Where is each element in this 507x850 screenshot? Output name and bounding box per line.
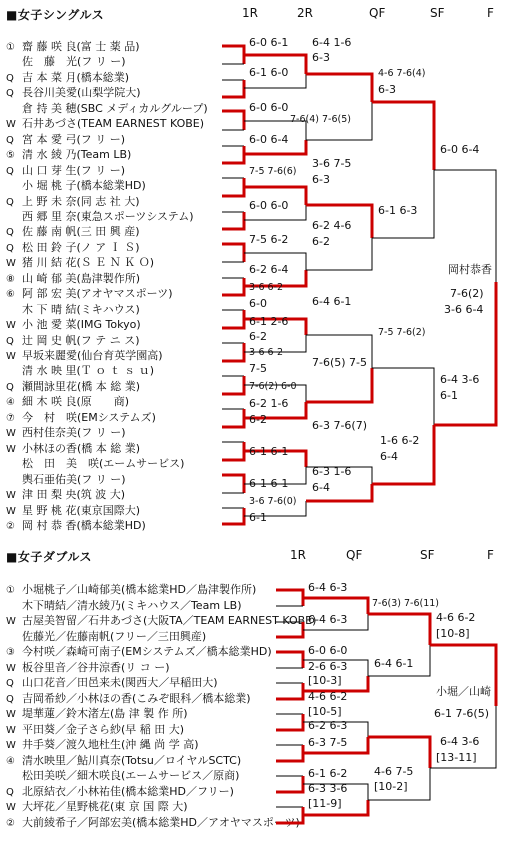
doubles-qf-score: [10-2] <box>374 780 408 793</box>
player-name: 山 崎 郁 美(島津製作所) <box>22 271 141 285</box>
singles-r1-score: 3-6 7-6(0) <box>249 496 297 507</box>
doubles-champion: 小堀／山崎 <box>436 685 491 698</box>
singles-title: ■女子シングルス <box>6 8 105 22</box>
pair-names: 板谷里音／谷井涼香(リ コ ー) <box>22 660 170 674</box>
player-name: 猪 川 結 花(Ｓ Ｅ Ｎ Ｋ Ｏ) <box>22 256 155 270</box>
singles-r1-score: 6-1 6-0 <box>249 66 289 79</box>
seed-mark: ⑤ <box>6 150 15 162</box>
singles-r1-score: 7-5 <box>249 362 267 375</box>
seed-mark: W <box>6 443 16 455</box>
singles-r2-score: 6-3 <box>312 51 330 64</box>
seed-mark: Q <box>6 786 14 798</box>
player-name: 細 木 咲 良(原 商) <box>22 395 130 409</box>
singles-qf-score: 6-1 6-3 <box>378 204 418 217</box>
seed-mark: Q <box>6 196 14 208</box>
player-name: 阿 部 宏 美(アオヤマスポーツ) <box>22 287 173 301</box>
doubles-qf-score: 6-1 7-6(5) <box>434 707 490 720</box>
doubles-qf-score: 6-4 6-1 <box>374 657 414 670</box>
player-name: 佐 藤 光(フ リ ー) <box>22 55 126 69</box>
singles-r1-lines <box>222 46 244 524</box>
singles-r1-score: 7-5 7-6(6) <box>249 166 297 177</box>
singles-final-score: 3-6 6-4 <box>444 303 484 316</box>
seed-mark: Q <box>6 678 14 689</box>
pair-names: 古屋美智留／石井あづさ(大阪TA／TEAM EARNEST KOBE) <box>22 614 317 627</box>
singles-r1-score: 6-0 6-0 <box>249 199 289 212</box>
singles-r1-score: 6-1 2-6 <box>249 315 289 328</box>
seed-mark: Q <box>6 693 14 705</box>
player-name: 山 口 芽 生(フ リ ー) <box>22 163 126 177</box>
player-name: 吉 本 菜 月(橋本総業) <box>22 70 130 84</box>
seed-mark: Q <box>6 381 14 393</box>
seed-mark: ⑧ <box>6 273 15 285</box>
doubles-qf-score: 7-6(3) 7-6(11) <box>372 598 440 609</box>
doubles-title: ■女子ダブルス <box>6 550 92 564</box>
player-name: 齋 藤 咲 良(富 士 薬 品) <box>22 40 140 53</box>
player-name: 小 池 愛 菜(IMG Tokyo) <box>22 318 141 332</box>
pair-names: 堤華蓮／鈴木渚左(島 津 製 作 所) <box>22 707 188 720</box>
doubles-r1-score: 4-6 6-2 <box>308 690 348 703</box>
singles-r1-score: 6-2 <box>249 413 267 426</box>
player-name: 今 村 咲(EMシステムズ) <box>22 410 156 424</box>
player-name: 早坂来麗愛(仙台育英学園高) <box>22 349 163 362</box>
doubles-r1-score: 6-3 7-5 <box>308 736 348 749</box>
singles-r2-score: 6-3 <box>312 173 330 186</box>
seed-mark: Q <box>6 335 14 347</box>
seed-mark: W <box>6 505 16 517</box>
pair-names: 平田葵／金子さら紗(早 稲 田 大) <box>22 722 185 736</box>
player-name: 木 下 晴 結(ミキハウス) <box>22 302 140 316</box>
player-name: 小林ほの香(橋 本 総 業) <box>22 441 141 455</box>
seed-mark: Q <box>6 72 14 84</box>
seed-mark: W <box>6 119 16 131</box>
player-name: 西 郷 里 奈(東急スポーツシステム) <box>22 209 194 223</box>
player-name: 石井あづさ(TEAM EARNEST KOBE) <box>22 117 205 131</box>
singles-r2-score: 7-6(5) 7-5 <box>312 356 368 369</box>
player-name: 西村佳奈美(フ リ ー) <box>22 426 126 440</box>
seed-mark: W <box>6 709 16 720</box>
seed-mark: W <box>6 258 16 270</box>
player-name: 清 水 映 里(Ｔ ｏ ｔ ｓ ｕ) <box>22 364 155 378</box>
player-name: 松 田 鈴 子(ノ ア Ｉ Ｓ) <box>22 240 140 254</box>
singles-sf-lines <box>372 102 434 484</box>
seed-mark: ⑥ <box>6 289 15 301</box>
seed-mark: Q <box>6 227 14 239</box>
seed-mark: W <box>6 616 16 627</box>
doubles-r1-score: 2-6 6-3 <box>308 660 348 673</box>
singles-qf-score: 7-5 7-6(2) <box>378 327 426 338</box>
seed-mark: W <box>6 428 16 440</box>
singles-round-f: F <box>487 6 494 20</box>
seed-mark: Q <box>6 165 14 177</box>
doubles-round-1r: 1R <box>290 548 306 562</box>
seed-mark: Q <box>6 242 14 254</box>
singles-r2-score: 6-2 4-6 <box>312 219 352 232</box>
seed-mark: Q <box>6 134 14 146</box>
doubles-round-qf: QF <box>346 548 363 562</box>
doubles-sf-score: [10-8] <box>436 627 470 640</box>
pair-names: 小堀桃子／山崎郁美(橋本総業HD／島津製作所) <box>22 583 257 596</box>
seed-mark: ② <box>6 817 15 829</box>
seed-mark: W <box>6 740 16 751</box>
singles-r2-score: 6-4 <box>312 481 330 494</box>
doubles-round-sf: SF <box>420 548 435 562</box>
pair-names: 清水映里／鮎川真奈(Totsu／ロイヤルSCTC) <box>22 753 242 767</box>
player-name: 星 野 桃 花(東京国際大) <box>22 503 141 517</box>
doubles-r1-score: 6-0 6-0 <box>308 644 348 657</box>
singles-qf-score: 1-6 6-2 <box>380 434 420 447</box>
player-name: 清 水 綾 乃(Team LB) <box>22 148 132 162</box>
doubles-r1-score: [10-3] <box>308 674 342 687</box>
doubles-r1-score: 6-1 6-2 <box>308 767 348 780</box>
singles-r1-score: 7-6(2) 6-0 <box>249 381 297 392</box>
singles-qf-score: 6-3 <box>378 83 396 96</box>
doubles-r1-score: [10-5] <box>308 705 342 718</box>
doubles-sf-score: 6-4 3-6 <box>440 735 480 748</box>
singles-r1-score: 6-1 6-1 <box>249 445 289 458</box>
singles-r1-score: 6-2 6-4 <box>249 263 289 276</box>
singles-r2-score: 6-3 1-6 <box>312 465 352 478</box>
singles-r1-score: 6-0 6-0 <box>249 101 289 114</box>
player-name: 佐 藤 南 帆(三 田 興 産) <box>22 225 140 239</box>
pair-names: 松田美咲／細木咲良(エームサービス／原商) <box>22 769 240 782</box>
singles-r2-score: 6-3 7-6(7) <box>312 419 368 432</box>
pair-names: 井手葵／渡久地杜生(沖 縄 尚 学 高) <box>22 738 199 751</box>
singles-qf-score: 6-4 <box>380 450 398 463</box>
singles-round-sf: SF <box>430 6 445 20</box>
pair-names: 木下晴結／清水綾乃(ミキハウス／Team LB) <box>22 598 242 612</box>
pair-names: 北原結衣／小林祐佳(橋本総業HD／フリー) <box>22 784 234 798</box>
singles-sf-score: 6-0 6-4 <box>440 143 480 156</box>
seed-mark: ③ <box>6 647 15 658</box>
singles-round-1r: 1R <box>242 6 258 20</box>
seed-mark: W <box>6 320 16 332</box>
seed-mark: W <box>6 724 16 736</box>
player-name: 松 田 美 咲(エームサービス) <box>22 457 185 471</box>
player-name: 小 堀 桃 子(橋本総業HD) <box>22 179 146 193</box>
pair-names: 大坪花／星野桃花(東 京 国 際 大) <box>22 800 188 813</box>
singles-r2-score: 6-2 <box>312 235 330 248</box>
seed-mark: Q <box>6 88 14 100</box>
seed-mark: W <box>6 490 16 502</box>
singles-r1-score: 6-0 <box>249 297 267 310</box>
seed-mark: ① <box>6 585 15 596</box>
singles-r1-score: 6-2 <box>249 330 267 343</box>
singles-sf-score: 6-1 <box>440 389 458 402</box>
player-name: 津 田 梨 央(筑 波 大) <box>22 488 126 502</box>
player-name: 長谷川美愛(山梨学院大) <box>22 86 141 100</box>
singles-r1-score: 3-6 6-2 <box>249 347 284 358</box>
seed-mark: W <box>6 802 16 813</box>
pair-names: 吉岡希紗／小林ほの香(こみぞ眼科／橋本総業) <box>22 691 251 705</box>
doubles-r1-score: [11-9] <box>308 797 342 810</box>
singles-final-score: 7-6(2) <box>450 287 484 300</box>
seed-mark: W <box>6 351 16 362</box>
player-name: 輿石亜佑美(フ リ ー) <box>22 472 126 486</box>
pair-names: 今村咲／森崎可南子(EMシステムズ／橋本総業HD) <box>22 645 272 658</box>
seed-mark: ④ <box>6 755 15 767</box>
player-name: 宮 本 愛 弓(フ リ ー) <box>22 132 126 146</box>
pair-names: 山口花音／田邑来未(関西大／早稲田大) <box>22 676 218 689</box>
doubles-r1-score: 6-4 6-3 <box>308 613 348 626</box>
singles-r1-score: 6-0 6-1 <box>249 36 289 49</box>
doubles-r1-score: 6-3 3-6 <box>308 782 348 795</box>
doubles-sf-score: [13-11] <box>436 751 477 764</box>
singles-r2-score: 3-6 7-5 <box>312 157 352 170</box>
seed-mark: ② <box>6 520 15 532</box>
pair-names: 佐藤光／佐藤南帆(フリー／三田興産) <box>22 629 207 643</box>
singles-r1-score: 3-6 6-2 <box>249 282 284 293</box>
singles-r2-score: 6-4 6-1 <box>312 295 352 308</box>
singles-r2-score: 6-4 1-6 <box>312 36 352 49</box>
seed-mark: ④ <box>6 397 15 409</box>
seed-mark: W <box>6 662 16 674</box>
singles-r1-score: 6-2 1-6 <box>249 397 289 410</box>
pair-names: 大前綾希子／阿部宏美(橋本総業HD／アオヤマスポーツ) <box>22 815 300 829</box>
singles-r1-score: 7-5 6-2 <box>249 233 289 246</box>
doubles-round-f: F <box>487 548 494 562</box>
singles-r1-score: 6-0 6-4 <box>249 133 289 146</box>
player-name: 上 野 未 奈(同 志 社 大) <box>22 194 140 208</box>
seed-mark: ⑦ <box>6 412 15 424</box>
doubles-r1-score: 6-2 6-3 <box>308 719 348 732</box>
doubles-sf-score: 4-6 6-2 <box>436 611 476 624</box>
seed-mark: ① <box>6 42 15 53</box>
singles-r1-score: 6-1 <box>249 511 267 524</box>
player-name: 岡 村 恭 香(橋本総業HD) <box>22 518 146 532</box>
singles-round-qf: QF <box>369 6 386 20</box>
singles-qf-lines <box>306 74 372 501</box>
doubles-r1-lines <box>276 590 303 823</box>
player-name: 辻 岡 史 帆(フ テ ニ ス) <box>22 333 140 347</box>
player-name: 倉 持 美 穂(SBC メディカルグループ) <box>22 101 208 115</box>
singles-round-2r: 2R <box>297 6 313 20</box>
doubles-qf-score: 4-6 7-5 <box>374 765 414 778</box>
singles-qf-score: 4-6 7-6(4) <box>378 68 426 79</box>
singles-r2-score: 7-6(4) 7-6(5) <box>290 114 351 125</box>
singles-r1-score: 6-1 6-1 <box>249 477 289 490</box>
player-name: 瀬間詠里花(橋 本 総 業) <box>22 379 141 393</box>
singles-sf-score: 6-4 3-6 <box>440 373 480 386</box>
singles-champion: 岡村恭香 <box>448 263 492 276</box>
doubles-r1-score: 6-4 6-3 <box>308 581 348 594</box>
